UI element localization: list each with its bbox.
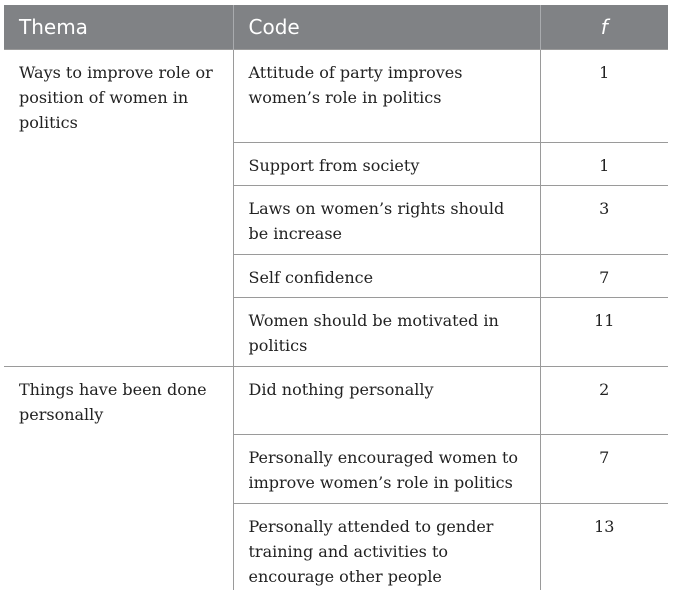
frequency-cell: 3 (540, 186, 668, 255)
frequency-cell: 1 (540, 143, 668, 186)
frequency-cell: 7 (540, 255, 668, 298)
frequency-cell: 1 (540, 50, 668, 143)
frequency-cell: 11 (540, 298, 668, 367)
header-f: f (540, 5, 668, 50)
theme-cell: Ways to improve role or position of women in politics (4, 50, 233, 367)
code-cell: Women should be motivated in politics (233, 298, 540, 367)
code-cell: Personally attended to gender training and activities to encourage other people (233, 504, 540, 590)
code-cell: Self confidence (233, 255, 540, 298)
frequency-cell: 13 (540, 504, 668, 590)
header-thema: Thema (4, 5, 233, 50)
table-row (4, 50, 668, 143)
header-row (4, 5, 668, 50)
code-cell: Personally encouraged women to improve women’s role in politics (233, 435, 540, 504)
frequency-cell: 2 (540, 367, 668, 435)
code-cell: Did nothing personally (233, 367, 540, 435)
frequency-cell: 7 (540, 435, 668, 504)
theme-cell: Things have been done personally (4, 367, 233, 590)
header-code: Code (233, 5, 540, 50)
code-cell: Attitude of party improves women’s role in politics (233, 50, 540, 143)
code-cell: Support from society (233, 143, 540, 186)
thema-code-table (4, 5, 668, 590)
table-row (4, 367, 668, 435)
code-cell: Laws on women’s rights should be increase (233, 186, 540, 255)
